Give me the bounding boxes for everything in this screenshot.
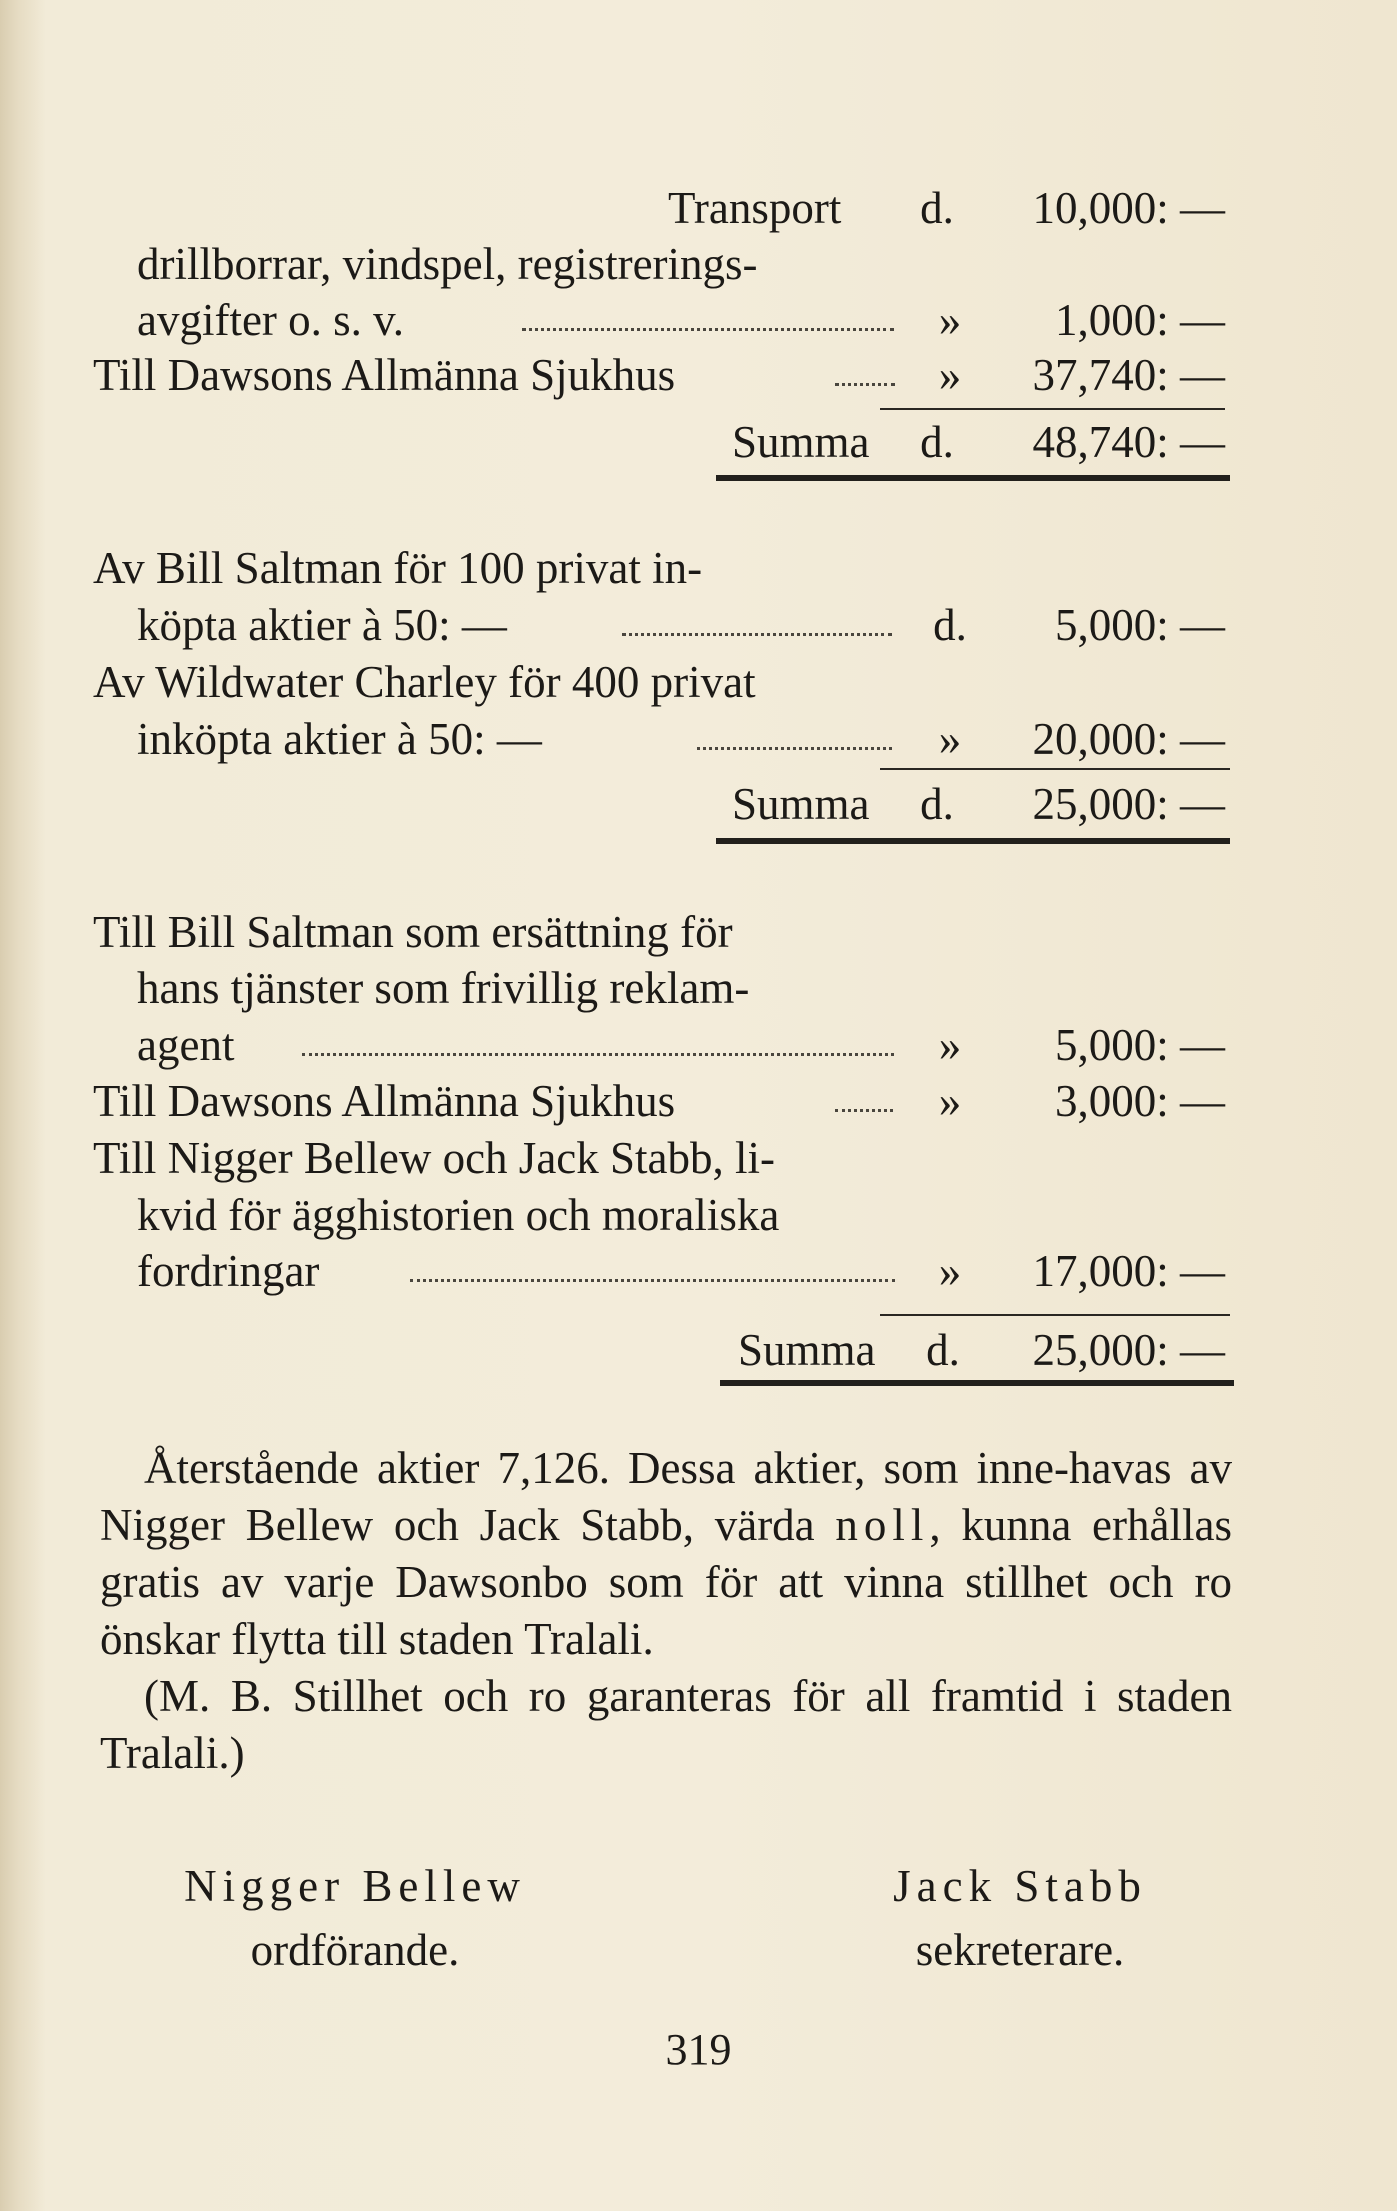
entry-amount: 20,000: — (1032, 714, 1225, 764)
emphasized-word: noll (835, 1500, 930, 1550)
entry-text: inköpta aktier à 50: — (137, 714, 542, 764)
entry-amount: 3,000: — (1054, 1076, 1225, 1126)
entry-text: kvid för ägghistorien och moraliska (137, 1190, 780, 1240)
entry-text: drillborrar, vindspel, registrerings- (137, 239, 758, 289)
leader-dots (622, 629, 892, 636)
leader-dots (302, 1049, 894, 1056)
sum-label: Summa (732, 417, 870, 467)
entry-text: Till Dawsons Allmänna Sjukhus (93, 1076, 676, 1126)
sum-label: Summa (732, 779, 870, 829)
sum-unit: d. (920, 779, 954, 829)
signer-title-right: sekreterare. (915, 1925, 1125, 1975)
rule-line (880, 408, 1225, 410)
sum-amount: 48,740: — (1032, 417, 1225, 467)
entry-text: Till Nigger Bellew och Jack Stabb, li- (93, 1133, 776, 1183)
entry-amount: 1,000: — (1054, 295, 1225, 345)
transport-label: Transport (668, 183, 842, 233)
entry-text: Av Bill Saltman för 100 privat in- (93, 543, 703, 593)
sum-amount: 25,000: — (1032, 779, 1225, 829)
text-run: , kunna erhållas gratis av varje Dawsonbo som för att vinna stillhet och ro önskar flytta till staden Tralali. (100, 1500, 1232, 1664)
rule-line (880, 1314, 1230, 1316)
sum-label: Summa (738, 1325, 876, 1375)
entry-text: Till Dawsons Allmänna Sjukhus (93, 350, 676, 400)
entry-amount: 5,000: — (1054, 600, 1225, 650)
closing-text (100, 1440, 1232, 1782)
entry-text: agent (137, 1020, 235, 1070)
entry-text: Till Bill Saltman som ersättning för (93, 907, 733, 957)
closing-paragraph (100, 1440, 1232, 1668)
rule-line (880, 768, 1230, 770)
leader-dots (410, 1275, 895, 1282)
leader-dots (697, 743, 892, 750)
ditto-mark: » (938, 350, 962, 400)
note-paragraph: (M. B. Stillhet och ro garanteras för all framtid i staden Tralali.) (100, 1671, 1232, 1778)
leader-dots (522, 324, 894, 331)
double-rule (716, 475, 1230, 481)
sum-unit: d. (926, 1325, 960, 1375)
entry-text: avgifter o. s. v. (137, 295, 405, 345)
unit-mark: d. (933, 600, 967, 650)
signer-name-left: Nigger Bellew (184, 1861, 526, 1911)
ditto-mark: » (938, 1076, 962, 1126)
ditto-mark: » (938, 295, 962, 345)
ditto-mark: » (938, 1020, 962, 1070)
page-number: 319 (665, 2025, 732, 2074)
entry-text: köpta aktier à 50: — (137, 600, 507, 650)
text-run: Återstående aktier 7,126. Dessa aktier, som inne-havas av Nigger Bellew och Jack Stabb, värda (100, 1443, 1232, 1550)
sum-amount: 25,000: — (1032, 1325, 1225, 1375)
ditto-mark: » (938, 1246, 962, 1296)
leader-dots (835, 379, 895, 386)
double-rule (720, 1380, 1234, 1386)
entry-text: fordringar (137, 1246, 320, 1296)
transport-amount: 10,000: — (1032, 183, 1225, 233)
leader-dots (835, 1105, 893, 1112)
sum-unit: d. (920, 417, 954, 467)
signer-title-left: ordförande. (250, 1925, 460, 1975)
ditto-mark: » (938, 714, 962, 764)
transport-unit: d. (920, 183, 954, 233)
signer-name-right: Jack Stabb (893, 1861, 1147, 1911)
entry-amount: 5,000: — (1054, 1020, 1225, 1070)
entry-amount: 17,000: — (1032, 1246, 1225, 1296)
entry-amount: 37,740: — (1032, 350, 1225, 400)
entry-text: Av Wildwater Charley för 400 privat (93, 657, 756, 707)
entry-text: hans tjänster som frivillig reklam- (137, 963, 750, 1013)
double-rule (716, 838, 1230, 844)
